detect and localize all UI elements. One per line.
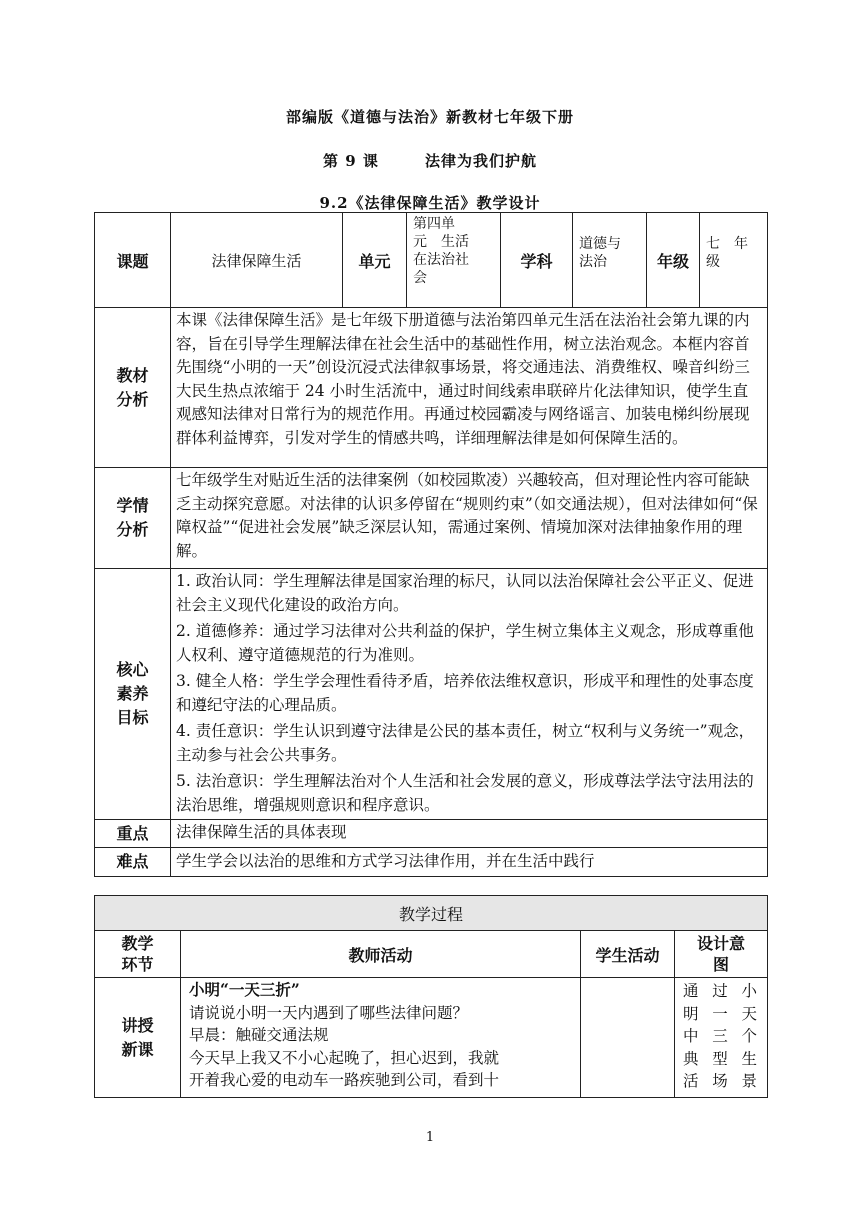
student-analysis-text: 七年级学生对贴近生活的法律案例（如校园欺凌）兴趣较高，但对理论性内容可能缺乏主动探究意愿。对法律的认识多停留在“规则约束”（如交通法规），但对法律如何“保障权益”“促进社会发展”缺乏深层认知，需通过案例、情境加深对法律抽象作用的理解。 [171,468,768,569]
student-activity-header: 学生活动 [581,931,675,978]
textbook-analysis-text: 本课《法律保障生活》是七年级下册道德与法治第四单元生活在法治社会第九课的内容，旨在引导学生理解法律在社会生活中的基础性作用，树立法治观念。本框内容首先围绕“小明的一天”创设沉浸式法律叙事场景，将交通违法、消费维权、噪音纠纷三大民生热点浓缩于 24 小时生活流中，通过时间线索串联碎片化法律知识，使学生直观感知法律对日常行为的规范作用。再通过校园霸凌与网络谣言、加装电梯纠纷展现群体利益博弈，引发对学生的情感共鸣，详细理解法律是如何保障生活的。 [171,308,768,468]
textbook-analysis-row [95,308,768,468]
stage-column-header: 教学 环节 [95,931,181,978]
difficulty-text: 学生学会以法治的思维和方式学习法律作用，并在生活中践行 [171,848,768,877]
lesson-heading [0,150,860,171]
difficulty-label: 难点 [95,848,171,877]
objective-item: 5. 法治意识：学生理解法治对个人生活和社会发展的意义，形成尊法学法守法用法的法治思维，增强规则意识和程序意识。 [176,772,754,814]
lesson-title: 法律为我们护航 [424,152,537,170]
activity-heading: 小明“一天三折” [189,980,300,999]
topic-value: 法律保障生活 [171,213,343,308]
teacher-activity-cell: 小明“一天三折” 请说说小明一天内遇到了哪些法律问题？ 早晨：触碰交通法规 今天早上我又不小心起晚了，担心迟到，我就 开着我心爱的电动车一路疾驰到公司，看到十 [181,978,581,1098]
document-title: 部编版《道德与法治》新教材七年级下册 [285,108,574,126]
student-activity-cell [581,978,675,1098]
design-intent-cell: 通过小 明一天 中三个 典型生 活场景 [675,978,768,1098]
lesson-number: 第 9 课 [323,152,379,170]
process-title: 教学过程 [95,896,768,931]
subject-value: 道德与 法治 [573,213,647,308]
objective-item: 3. 健全人格：学生学会理性看待矛盾，培养依法维权意识，形成平和理性的处事态度和遵纪守法的心理品质。 [176,672,754,714]
teacher-activity-header: 教师活动 [181,931,581,978]
process-row [95,978,768,1098]
key-point-row [95,820,768,848]
core-objectives-row [95,569,768,820]
textbook-analysis-label: 教材 分析 [95,308,171,468]
topic-label: 课题 [95,213,171,308]
key-point-text: 法律保障生活的具体表现 [171,820,768,848]
student-analysis-row [95,468,768,569]
info-row [95,213,768,308]
difficulty-row [95,848,768,877]
core-objectives-label: 核心 素养 目标 [95,569,171,820]
objective-item: 4. 责任意识：学生认识到遵守法律是公民的基本责任，树立“权利与义务统一”观念，主动参与社会公共事务。 [176,722,755,764]
objective-item: 2. 道德修养：通过学习法律对公共利益的保护，学生树立集体主义观念，形成尊重他人权利、遵守道德规范的行为准则。 [176,622,754,664]
objective-item: 1. 政治认同：学生理解法律是国家治理的标尺，认同以法治保障社会公平正义、促进社会主义现代化建设的政治方向。 [176,572,754,614]
stage-cell: 讲授 新课 [95,978,181,1098]
design-title: 9.2《法律保障生活》教学设计 [319,194,541,212]
subject-label: 学科 [501,213,573,308]
grade-value: 七 年 级 [700,213,768,308]
student-analysis-label: 学情 分析 [95,468,171,569]
teaching-process-table [94,895,768,1098]
design-intent-header: 设计意 图 [675,931,768,978]
lesson-info-table [94,212,768,877]
unit-value: 第四单 元 生活 在法治社 会 [407,213,501,308]
unit-label: 单元 [343,213,407,308]
grade-label: 年级 [647,213,700,308]
key-point-label: 重点 [95,820,171,848]
process-title-row [95,896,768,931]
page-number: 1 [425,1130,435,1145]
core-objectives-list [171,569,768,820]
process-header-row [95,931,768,978]
